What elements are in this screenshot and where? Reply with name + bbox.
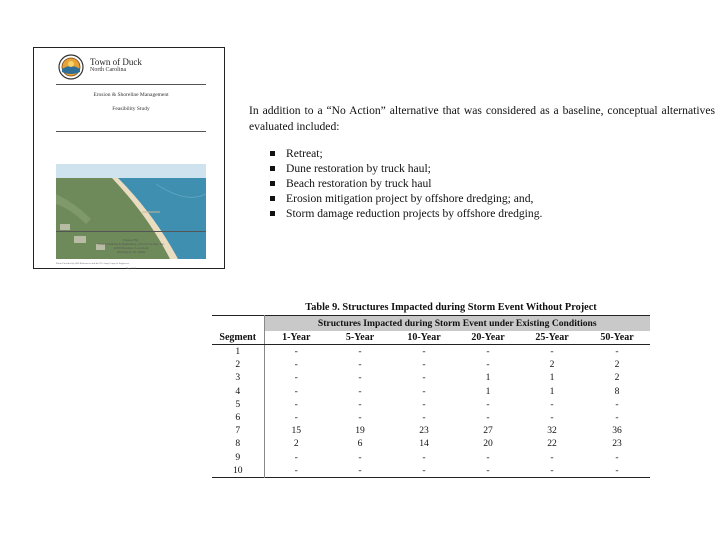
table-cell: - — [422, 412, 426, 424]
table-row — [212, 411, 650, 424]
cover-title-line2: Feasibility Study — [112, 106, 150, 112]
table-row — [212, 385, 650, 398]
table-row — [212, 464, 650, 478]
cover-date: May 2013 — [125, 267, 137, 270]
table-cell: - — [294, 464, 298, 476]
table-cell: - — [294, 385, 298, 397]
table-cell: 23 — [419, 425, 429, 437]
table-cell: - — [486, 451, 490, 463]
table-cell: - — [422, 359, 426, 371]
table-cell: - — [358, 346, 362, 357]
table-cell: 2 — [293, 438, 299, 450]
table-cell: 1 — [485, 372, 491, 384]
table-cell: - — [422, 398, 426, 410]
table-cell: - — [358, 412, 362, 424]
table-row — [212, 371, 650, 384]
table-cell: - — [294, 398, 298, 410]
table-cell: - — [358, 359, 362, 371]
cover-divider — [56, 84, 206, 85]
table-caption: Table 9. Structures Impacted during Storm Event Without Project — [305, 302, 597, 313]
segment-cell: 8 — [212, 437, 264, 450]
table-cell: - — [358, 464, 362, 476]
table-cell: - — [422, 346, 426, 357]
segment-cell: 5 — [212, 398, 264, 411]
table-cell: - — [422, 385, 426, 397]
column-header-5-year: 5-Year — [328, 331, 392, 345]
table-cell: - — [550, 412, 554, 424]
table-cell: - — [294, 412, 298, 424]
cover-state-name: North Carolina — [90, 67, 127, 73]
table-cell: 8 — [614, 385, 620, 397]
bullet-square-icon — [270, 166, 275, 171]
table-cell: 36 — [612, 425, 622, 437]
table-cell: 2 — [614, 372, 620, 384]
column-header-20-year: 20-Year — [456, 331, 520, 345]
table-cell: - — [486, 464, 490, 476]
table-cell: - — [615, 451, 619, 463]
table-cell: - — [486, 412, 490, 424]
cover-header — [34, 48, 224, 84]
cover-town-name: Town of Duck — [90, 57, 142, 67]
list-item-text: Dune restoration by truck haul; — [286, 162, 431, 175]
structures-impacted-table — [212, 315, 650, 478]
column-header-1-year: 1-Year — [264, 331, 328, 345]
alternatives-list — [270, 146, 690, 221]
table-cell: - — [294, 451, 298, 463]
table-cell: 27 — [483, 425, 493, 437]
structures-impacted-table-block — [212, 301, 650, 478]
table-cell: - — [550, 346, 554, 357]
table-cell: 6 — [357, 438, 363, 450]
list-item — [270, 161, 690, 176]
table-cell: 19 — [355, 425, 365, 437]
segment-column-header: Segment — [212, 331, 264, 345]
table-cell: 1 — [485, 385, 491, 397]
table-cell: 2 — [614, 359, 620, 371]
table-cell: - — [294, 359, 298, 371]
table-cell: - — [358, 385, 362, 397]
segment-cell: 10 — [212, 464, 264, 478]
table-cell: - — [294, 346, 298, 357]
prepared-by-label: Prepared By: — [123, 238, 139, 242]
segment-header-spacer — [212, 316, 264, 332]
table-cell: - — [550, 451, 554, 463]
table-cell: - — [422, 372, 426, 384]
table-group-header-row — [212, 316, 650, 332]
table-cell: - — [422, 464, 426, 476]
list-item — [270, 146, 690, 161]
table-row — [212, 437, 650, 450]
segment-cell: 3 — [212, 371, 264, 384]
table-row — [212, 424, 650, 437]
table-cell: - — [358, 398, 362, 410]
cover-divider — [56, 131, 206, 132]
table-cell: 23 — [612, 438, 622, 450]
table-cell: - — [422, 451, 426, 463]
table-column-header-row — [212, 331, 650, 345]
table-cell: 1 — [549, 372, 555, 384]
table-cell: - — [550, 398, 554, 410]
table-cell: - — [615, 412, 619, 424]
bullet-square-icon — [270, 151, 275, 156]
list-item-text: Retreat; — [286, 147, 323, 160]
table-cell: - — [358, 451, 362, 463]
preparer-name: Coastal Planning & Engineering of North Carolina, Inc. — [97, 242, 165, 246]
table-cell: - — [294, 372, 298, 384]
bullet-square-icon — [270, 196, 275, 201]
list-item-text: Beach restoration by truck haul — [286, 177, 432, 190]
column-header-50-year: 50-Year — [584, 331, 650, 345]
table-cell: 22 — [547, 438, 557, 450]
preparer-address-line1: 4038 Masonboro Loop Road — [113, 246, 149, 250]
town-seal-icon — [58, 54, 84, 80]
alternatives-intro: In addition to a “No Action” alternative that was considered as a baseline, conceptual alternatives evaluated included: — [249, 104, 715, 133]
segment-cell: 1 — [212, 345, 264, 359]
table-cell: - — [615, 464, 619, 476]
cover-title-line1: Erosion & Shoreline Management — [93, 92, 169, 98]
table-row — [212, 451, 650, 464]
table-cell: 20 — [483, 438, 493, 450]
bullet-square-icon — [270, 181, 275, 186]
preparer-address-line2: Wilmington, NC 28409 — [116, 250, 146, 254]
report-cover-thumbnail — [33, 47, 225, 269]
table-cell: - — [486, 359, 490, 371]
table-cell: 1 — [549, 385, 555, 397]
table-cell: - — [486, 398, 490, 410]
table-cell: - — [550, 464, 554, 476]
list-item — [270, 191, 690, 206]
segment-cell: 7 — [212, 424, 264, 437]
cover-divider — [56, 231, 206, 232]
segment-cell: 2 — [212, 358, 264, 371]
table-cell: 32 — [547, 425, 557, 437]
column-header-25-year: 25-Year — [520, 331, 584, 345]
table-cell: - — [358, 372, 362, 384]
table-cell: 14 — [419, 438, 429, 450]
segment-cell: 6 — [212, 411, 264, 424]
column-header-10-year: 10-Year — [392, 331, 456, 345]
list-item-text: Erosion mitigation project by offshore dredging; and, — [286, 192, 534, 205]
list-item — [270, 176, 690, 191]
table-cell: - — [486, 346, 490, 357]
table-body — [212, 345, 650, 478]
segment-cell: 9 — [212, 451, 264, 464]
table-cell: - — [615, 346, 619, 357]
table-row — [212, 345, 650, 359]
table-cell: 15 — [291, 425, 302, 437]
bullet-square-icon — [270, 211, 275, 216]
list-item — [270, 206, 690, 221]
list-item-text: Storm damage reduction projects by offshore dredging. — [286, 207, 543, 220]
table-row — [212, 358, 650, 371]
table-cell: - — [615, 398, 619, 410]
table-group-header: Structures Impacted during Storm Event under Existing Conditions — [264, 316, 650, 332]
cover-prepared-by — [56, 238, 206, 254]
table-row — [212, 398, 650, 411]
table-cell: 2 — [549, 359, 555, 371]
photo-caption: Photo Provided by Bill Birkemeier and the US Army Corps of Engineers — [56, 262, 129, 265]
segment-cell: 4 — [212, 385, 264, 398]
